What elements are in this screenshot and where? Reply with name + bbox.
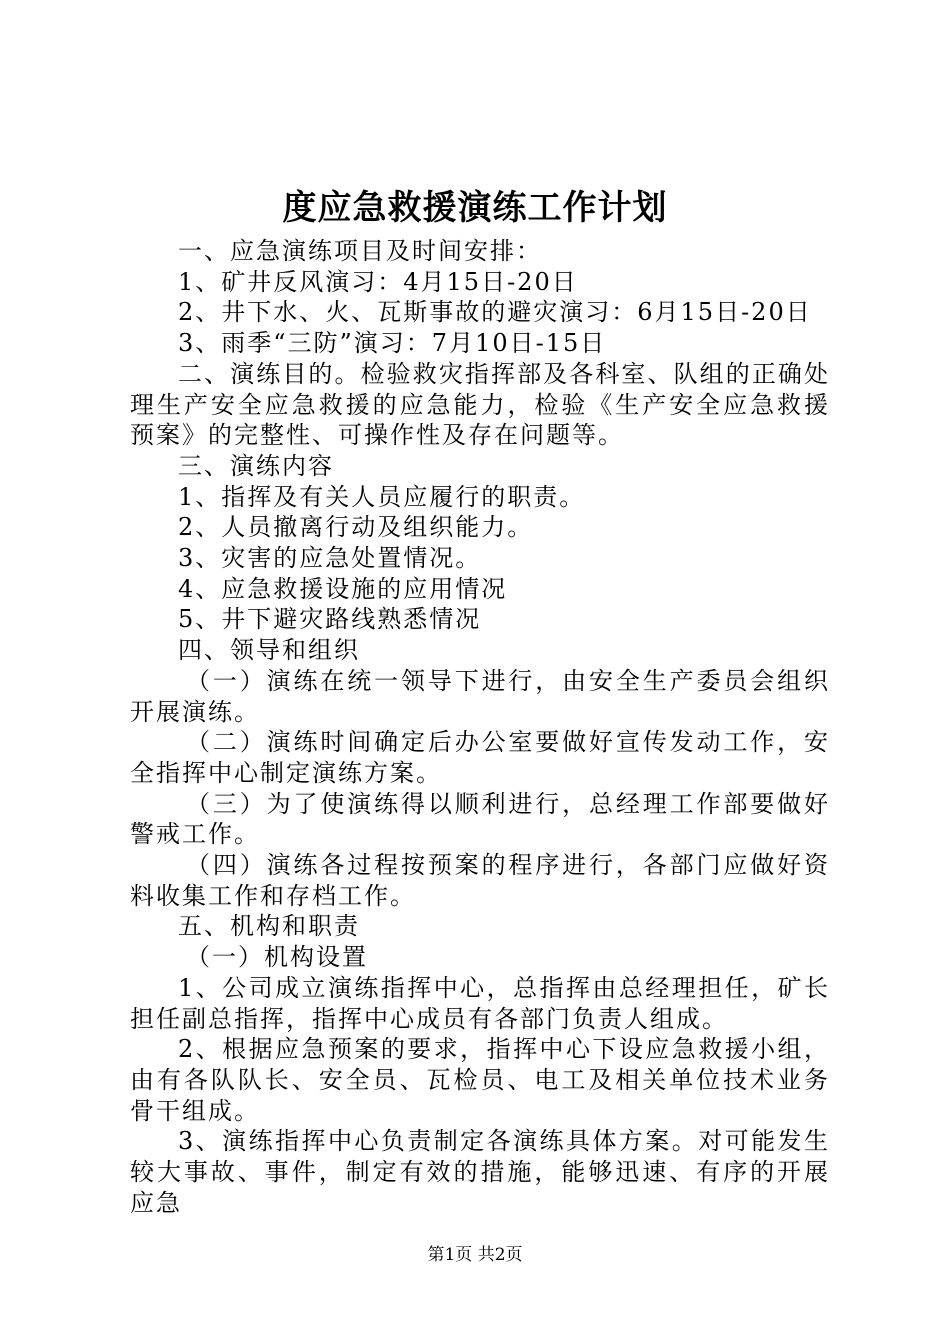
page-number: 第1页 共2页 — [427, 1245, 523, 1265]
section-heading: 四、领导和组织 — [178, 636, 360, 665]
list-item: 2、井下水、火、瓦斯事故的避灾演习：6月15日-20日 — [178, 298, 812, 327]
subsection-paragraph: （四）演练各过程按预案的程序进行，各部门应做好资料收集工作和存档工作。 — [130, 851, 830, 910]
document-body — [130, 236, 830, 1219]
list-item: 1、矿井反风演习：4月15日-20日 — [178, 267, 578, 296]
section-heading: 一、应急演练项目及时间安排： — [178, 237, 542, 265]
subsection-paragraph: （一）演练在统一领导下进行，由安全生产委员会组织开展演练。 — [130, 666, 830, 726]
list-item: 3、雨季“三防”演习：7月10日-15日 — [178, 329, 607, 358]
subsection-paragraph: （二）演练时间确定后办公室要做好宣传发动工作，安全指挥中心制定演练方案。 — [130, 728, 830, 787]
list-item: 3、演练指挥中心负责制定各演练具体方案。对可能发生较大事故、事件，制定有效的措施，能够迅速、有序的开展应急 — [130, 1127, 830, 1217]
section-heading: 三、演练内容 — [178, 451, 334, 480]
list-item: 1、公司成立演练指挥中心，总指挥由总经理担任，矿长担任副总指挥，指挥中心成员有各部门负责人组成。 — [130, 973, 830, 1033]
list-item: 1、指挥及有关人员应履行的职责。 — [178, 482, 586, 511]
list-item: 2、人员撤离行动及组织能力。 — [178, 513, 534, 542]
list-item: 3、灾害的应急处置情况。 — [178, 544, 482, 573]
list-item: 4、应急救援设施的应用情况 — [178, 574, 508, 603]
subsection-paragraph: （三）为了使演练得以顺利进行，总经理工作部要做好警戒工作。 — [130, 789, 830, 849]
list-item: 5、井下避灾路线熟悉情况 — [178, 605, 482, 634]
section-heading: 五、机构和职责 — [178, 912, 360, 941]
section-paragraph: 二、演练目的。检验救灾指挥部及各科室、队组的正确处理生产安全应急救援的应急能力，检验《生产安全应急救援预案》的完整性、可操作性及存在问题等。 — [130, 359, 830, 450]
subsection-heading: （一）机构设置 — [186, 943, 368, 972]
document-title: 度应急救援演练工作计划 — [282, 188, 668, 228]
list-item: 2、根据应急预案的要求，指挥中心下设应急救援小组，由有各队队长、安全员、瓦检员、电工及相关单位技术业务骨干组成。 — [130, 1035, 830, 1125]
